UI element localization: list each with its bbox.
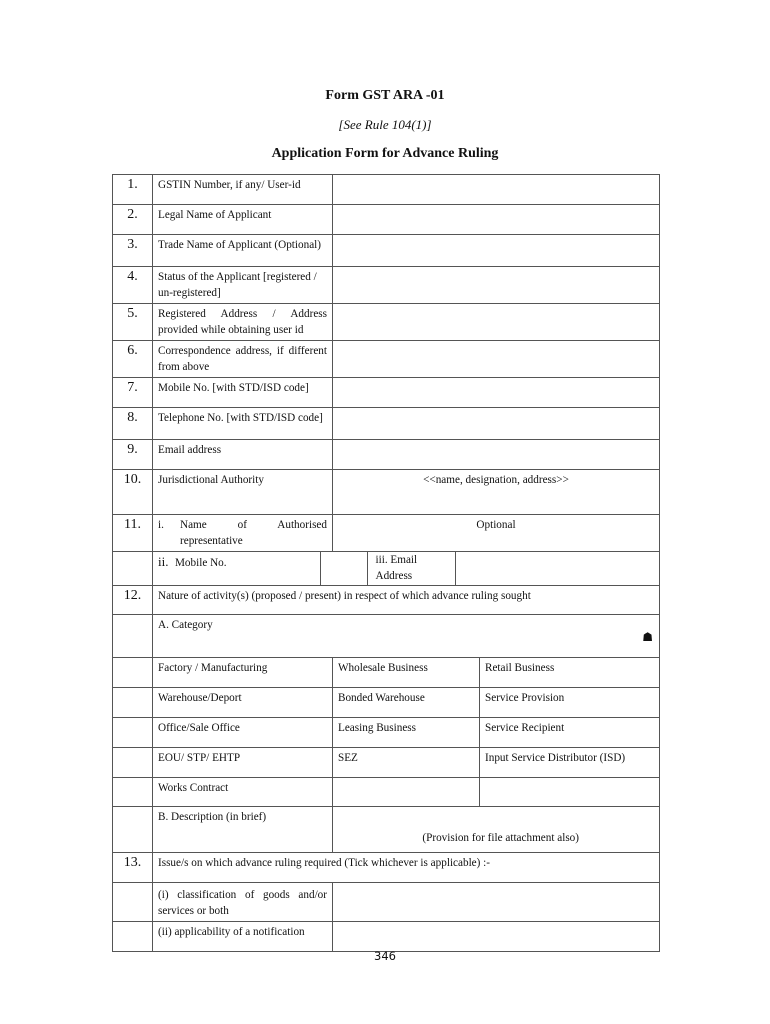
field-label-correspondence-address: Correspondence address, if different from above [153, 341, 333, 378]
row-number: 6. [113, 341, 153, 378]
row-number: 11. [113, 515, 153, 552]
field-value-legal-name[interactable] [333, 205, 660, 235]
row-trade-name [113, 235, 660, 267]
category-row [113, 658, 660, 688]
row-gstin [113, 175, 660, 205]
row-number: 8. [113, 408, 153, 440]
field-value-trade-name[interactable] [333, 235, 660, 267]
field-label-mobile: Mobile No. [with STD/ISD code] [153, 378, 333, 408]
row-number: 12. [113, 586, 153, 615]
field-value-correspondence-address[interactable] [333, 341, 660, 378]
field-value-jurisdictional-authority[interactable]: <<name, designation, address>> [333, 470, 660, 515]
category-option[interactable]: Wholesale Business [333, 658, 480, 688]
field-label-trade-name: Trade Name of Applicant (Optional) [153, 235, 333, 267]
empty-number-cell [113, 552, 153, 586]
field-value-description[interactable]: (Provision for file attachment also) [333, 807, 660, 853]
field-value-representative-name[interactable]: Optional [333, 515, 660, 552]
field-label-gstin: GSTIN Number, if any/ User-id [153, 175, 333, 205]
empty-number-cell [113, 883, 153, 922]
field-label-registered-address: Registered Address / Address provided while obtaining user id [153, 304, 333, 341]
category-heading [153, 615, 660, 658]
row-number: 4. [113, 267, 153, 304]
category-label: A. Category [158, 619, 213, 631]
field-label-nature-of-activity: Nature of activity(s) (proposed / present) in respect of which advance ruling sought [153, 586, 660, 615]
representative-contact-cell [153, 552, 660, 586]
field-label-description: B. Description (in brief) [153, 807, 333, 853]
empty-number-cell [113, 718, 153, 748]
row-number: 10. [113, 470, 153, 515]
field-label-representative-mobile: Mobile No. [174, 557, 227, 569]
issue-value-classification[interactable] [333, 883, 660, 922]
application-form-table [112, 174, 660, 952]
row-number: 7. [113, 378, 153, 408]
row-jurisdictional-authority [113, 470, 660, 515]
issue-option-classification[interactable]: (i) classification of goods and/or services or both [153, 883, 333, 922]
empty-number-cell [113, 688, 153, 718]
rule-reference: [See Rule 104(1)] [338, 117, 432, 132]
field-label-telephone: Telephone No. [with STD/ISD code] [153, 408, 333, 440]
empty-number-cell [113, 778, 153, 807]
row-description [113, 807, 660, 853]
category-option[interactable] [333, 778, 480, 807]
row-number: 3. [113, 235, 153, 267]
empty-number-cell [113, 922, 153, 952]
issue-value-notification[interactable] [333, 922, 660, 952]
row-number: 5. [113, 304, 153, 341]
category-row [113, 778, 660, 807]
row-telephone [113, 408, 660, 440]
field-label-representative-name [153, 515, 333, 552]
category-option[interactable]: Bonded Warehouse [333, 688, 480, 718]
empty-number-cell [113, 658, 153, 688]
category-option[interactable]: Input Service Distributor (ISD) [480, 748, 660, 778]
issue-option-notification[interactable]: (ii) applicability of a notification [153, 922, 333, 952]
category-row [113, 688, 660, 718]
category-option[interactable]: Leasing Business [333, 718, 480, 748]
row-email [113, 440, 660, 470]
up-arrow-icon: ☗ [642, 630, 653, 644]
row-number: 1. [113, 175, 153, 205]
form-subtitle: Application Form for Advance Ruling [271, 146, 499, 161]
field-value-status[interactable] [333, 267, 660, 304]
page-number: 346 [374, 949, 396, 963]
empty-number-cell [113, 748, 153, 778]
row-legal-name [113, 205, 660, 235]
form-title: Form GST ARA -01 [325, 88, 445, 103]
category-option[interactable]: Service Recipient [480, 718, 660, 748]
row-issue-notification [113, 922, 660, 952]
field-value-representative-mobile[interactable] [320, 552, 367, 585]
category-option[interactable]: EOU/ STP/ EHTP [153, 748, 333, 778]
category-option[interactable]: SEZ [333, 748, 480, 778]
empty-number-cell [113, 615, 153, 658]
field-label-representative-email: iii. Email Address [367, 552, 455, 585]
field-label-legal-name: Legal Name of Applicant [153, 205, 333, 235]
row-representative-contact [113, 552, 660, 586]
field-value-telephone[interactable] [333, 408, 660, 440]
sub-item-marker: ii. Mobile No. [158, 554, 227, 569]
row-mobile [113, 378, 660, 408]
field-value-registered-address[interactable] [333, 304, 660, 341]
row-authorised-representative [113, 515, 660, 552]
row-nature-of-activity [113, 586, 660, 615]
row-registered-address [113, 304, 660, 341]
empty-number-cell [113, 807, 153, 853]
category-option[interactable]: Works Contract [153, 778, 333, 807]
field-value-mobile[interactable] [333, 378, 660, 408]
field-label-status: Status of the Applicant [registered / un-registered] [153, 267, 333, 304]
category-row [113, 748, 660, 778]
sub-item-label: Name of Authorised representative [180, 519, 327, 547]
category-option[interactable]: Retail Business [480, 658, 660, 688]
field-value-email[interactable] [333, 440, 660, 470]
row-issue-classification [113, 883, 660, 922]
category-option[interactable]: Warehouse/Deport [153, 688, 333, 718]
category-option[interactable]: Office/Sale Office [153, 718, 333, 748]
field-label-jurisdictional-authority: Jurisdictional Authority [153, 470, 333, 515]
field-value-representative-email[interactable] [455, 552, 659, 585]
row-status [113, 267, 660, 304]
row-number: 2. [113, 205, 153, 235]
category-option[interactable] [480, 778, 660, 807]
category-option[interactable]: Service Provision [480, 688, 660, 718]
field-label-issues: Issue/s on which advance ruling required (Tick whichever is applicable) :- [153, 853, 660, 883]
row-number: 13. [113, 853, 153, 883]
row-correspondence-address [113, 341, 660, 378]
category-option[interactable]: Factory / Manufacturing [153, 658, 333, 688]
field-label-email: Email address [153, 440, 333, 470]
field-value-gstin[interactable] [333, 175, 660, 205]
category-row [113, 718, 660, 748]
sub-item-marker: i. [158, 519, 164, 531]
row-category [113, 615, 660, 658]
row-issues [113, 853, 660, 883]
row-number: 9. [113, 440, 153, 470]
